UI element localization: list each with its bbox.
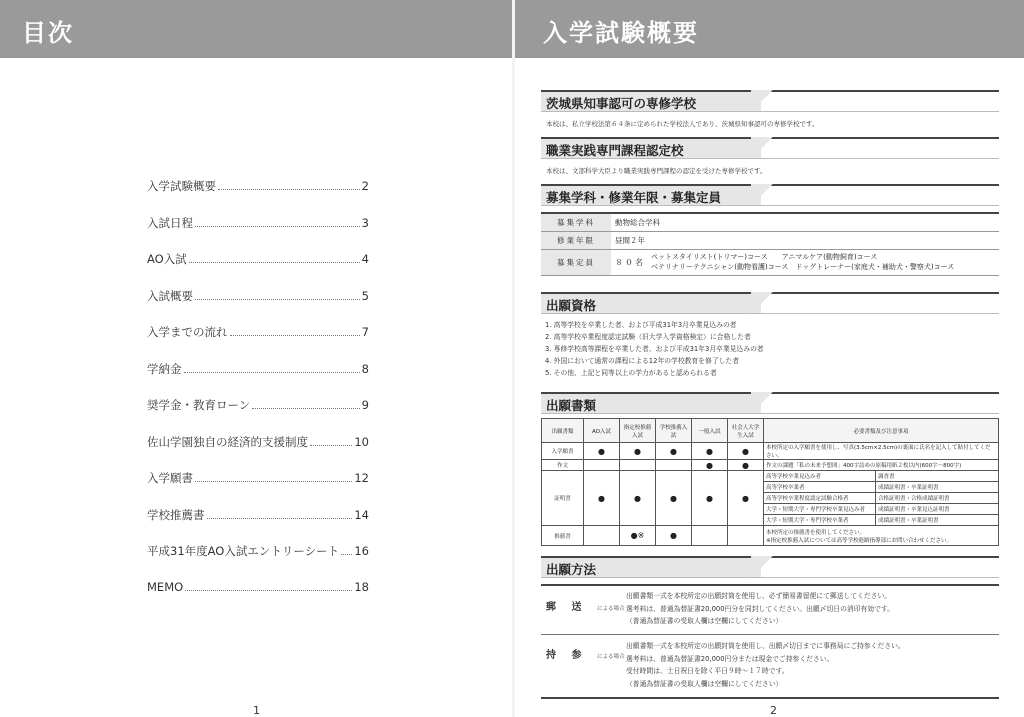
table-row: [542, 443, 999, 460]
accreditation-text: 本校は、私立学校法第６４条に定められた学校法人であり、茨城県知事認可の専修学校です。: [546, 120, 819, 128]
col-header: 出願書類: [542, 419, 584, 443]
toc-page-number: 9: [361, 398, 369, 412]
table-row: [541, 231, 999, 249]
cert-applicant: 高等学校卒業程度認定試験合格者: [764, 493, 876, 504]
page-number-right: 2: [770, 704, 777, 717]
divider: [541, 634, 999, 635]
toc-item[interactable]: [147, 324, 369, 361]
toc-item[interactable]: [147, 580, 369, 617]
col-header: 必要書類及び注意事項: [764, 419, 999, 443]
row-key: 募集定員: [541, 249, 611, 275]
dot-mark: ●: [656, 471, 692, 526]
page-gutter: [512, 0, 515, 717]
dot-mark: ●: [692, 471, 728, 526]
list-item: 3. 専修学校高等課程を卒業した者、および平成31年3月卒業見込みの者: [545, 345, 764, 353]
dot-mark: ●: [692, 460, 728, 471]
toc-label: 学校推薦書: [147, 507, 205, 522]
toc-page-number: 18: [354, 579, 369, 594]
documents-table: [541, 418, 999, 546]
dot-mark: ●: [620, 471, 656, 526]
dot-mark: ●※: [620, 526, 656, 546]
qualifications-list: [545, 319, 764, 379]
toc-page-number: 8: [361, 361, 369, 376]
row-label: 作文: [542, 460, 584, 471]
toc-page-number: 5: [361, 288, 369, 303]
toc-page-number: 14: [354, 507, 369, 522]
page-number-left: 1: [253, 704, 260, 717]
table-row: [541, 213, 999, 231]
cert-applicant: 高等学校卒業見込み者: [764, 471, 876, 482]
recruitment-table: [541, 212, 999, 276]
dot-mark: ●: [584, 471, 620, 526]
section-title-application-method: 出願方法: [541, 556, 999, 578]
divider: [541, 584, 999, 586]
row-key: 募集学科: [541, 213, 611, 231]
cert-document: 成績証明書・卒業証明書: [876, 515, 999, 526]
list-item: 2. 高等学校卒業程度認定試験（旧大学入学資格検定）に合格した者: [545, 333, 751, 341]
toc-item[interactable]: [147, 361, 369, 398]
toc-item[interactable]: [147, 434, 369, 471]
row-label: 推薦書: [542, 526, 584, 546]
toc-leader-dots: [195, 299, 360, 300]
bring-line: 選考料は、普通為替証書20,000円分または現金でご持参ください。: [626, 654, 834, 663]
toc-label: 入学願書: [147, 471, 193, 485]
mail-line: 選考料は、普通為替証書20,000円分を同封してください。出願〆切日の消印有効です。: [626, 604, 894, 613]
toc-page-number: 10: [354, 434, 369, 449]
row-value: 昼間２年: [611, 231, 999, 249]
bring-line: 受付時間は、土日祝日を除く平日９時〜１７時です。: [626, 667, 789, 675]
col-header: 一般入試: [692, 419, 728, 443]
table-row: [542, 526, 999, 546]
dot-mark: ●: [656, 526, 692, 546]
bring-line: 出願書類一式を本校所定の出願封筒を使用し、出願〆切日までに事務局にご持参ください。: [626, 642, 905, 650]
note-recommendation: 本校所定の推薦書を使用してください。 ※指定校推薦入試については高等学校進路指導部にお問い合わせください。: [764, 526, 999, 546]
toc-leader-dots: [207, 518, 353, 519]
toc-label: 入試概要: [147, 288, 193, 303]
toc-label: AO入試: [147, 252, 187, 266]
courses-line-1: ペットスタイリスト(トリマー)コース アニマルケア(動物飼育)コース: [651, 253, 878, 261]
row-label: 証明書: [542, 471, 584, 526]
cert-applicant: 大学・短期大学・専門学校卒業者: [764, 515, 876, 526]
section-title-certified: 職業実践専門課程認定校: [541, 137, 999, 159]
cert-document: 成績証明書・卒業見込証明書: [876, 504, 999, 515]
toc-leader-dots: [189, 262, 360, 263]
capacity-value: ８０名: [615, 257, 645, 267]
toc-item[interactable]: [147, 215, 369, 252]
mail-line: （普通為替証書の受取人欄は空欄にしてください）: [626, 617, 783, 625]
cert-document: 成績証明書・卒業証明書: [876, 482, 999, 493]
note-application: 本校所定の入学願書を使用し、写真(3.5cm×2.5cm)の裏面に氏名を記入して貼付してください。: [764, 443, 999, 460]
toc-page-number: 16: [354, 544, 369, 558]
toc-item[interactable]: [147, 543, 369, 580]
col-header: AO入試: [584, 419, 620, 443]
toc-item[interactable]: [147, 397, 369, 434]
col-header: 学校推薦入試: [656, 419, 692, 443]
table-row: [542, 460, 999, 471]
list-item: 5. その他、上記と同等以上の学力があると認められる者: [545, 369, 717, 377]
dot-mark: ●: [728, 443, 764, 460]
dot-mark: ●: [692, 443, 728, 460]
left-page-title: 目次: [22, 19, 74, 47]
toc-page-number: 12: [354, 471, 369, 485]
list-item: 4. 外国において通常の課程による12年の学校教育を修了した者: [545, 357, 740, 365]
toc-leader-dots: [341, 554, 352, 555]
bring-line: （普通為替証書の受取人欄は空欄にしてください）: [626, 679, 783, 688]
toc-label: 入試日程: [147, 215, 193, 230]
dot-mark: ●: [620, 443, 656, 460]
section-title-documents: 出願書類: [541, 392, 999, 414]
cert-document: 調査書: [876, 471, 999, 482]
mail-label: 郵 送 による場合: [546, 602, 625, 613]
toc-item[interactable]: [147, 470, 369, 507]
toc-leader-dots: [195, 226, 360, 227]
toc-label: 佐山学園独自の経済的支援制度: [147, 434, 308, 449]
right-page-title: 入学試験概要: [543, 19, 699, 47]
dot-mark: ●: [728, 471, 764, 526]
row-value: 動物総合学科: [611, 213, 999, 231]
toc-leader-dots: [218, 189, 360, 190]
toc-label: 入学試験概要: [147, 179, 216, 193]
toc-page-number: 2: [361, 179, 369, 193]
list-item: 1. 高等学校を卒業した者、および平成31年3月卒業見込みの者: [545, 321, 737, 329]
cert-document: 合格証明書・合格成績証明書: [876, 493, 999, 504]
toc-item[interactable]: [147, 507, 369, 544]
toc-page-number: 7: [361, 325, 369, 339]
table-of-contents: [147, 178, 369, 616]
toc-label: 平成31年度AO入試エントリーシート: [147, 544, 340, 558]
cert-applicant: 高等学校卒業者: [764, 482, 876, 493]
dot-mark: ●: [728, 460, 764, 471]
left-page-header: [0, 0, 512, 58]
toc-item[interactable]: [147, 178, 369, 215]
dot-mark: ●: [656, 443, 692, 460]
toc-page-number: 3: [361, 215, 369, 230]
toc-page-number: 4: [361, 252, 369, 266]
toc-leader-dots: [310, 445, 352, 446]
section-title-recruitment: 募集学科・修業年限・募集定員: [541, 184, 999, 206]
toc-leader-dots: [230, 335, 360, 336]
note-essay: 作文の課題「私の未来予想図」400字詰めの原稿用紙２枚以内(600字〜800字): [764, 460, 999, 471]
col-header: 指定校推薦入試: [620, 419, 656, 443]
table-row: [541, 249, 999, 275]
bring-label: 持 参 による場合: [546, 650, 625, 661]
col-header: 社会人大学生入試: [728, 419, 764, 443]
toc-item[interactable]: [147, 251, 369, 288]
table-row: [542, 471, 999, 482]
section-title-accreditation: 茨城県知事認可の専修学校: [541, 90, 999, 112]
row-value: [611, 249, 999, 275]
toc-leader-dots: [195, 481, 352, 482]
divider: [541, 697, 999, 699]
courses-line-2: ベテリナリーテクニシャン(動物看護)コース ドッグトレーナー(家庭犬・補助犬・警察犬)コース: [651, 263, 955, 271]
toc-leader-dots: [184, 372, 360, 373]
table-header-row: [542, 419, 999, 443]
row-key: 修業年限: [541, 231, 611, 249]
section-title-qualifications: 出願資格: [541, 292, 999, 314]
row-label: 入学願書: [542, 443, 584, 460]
toc-label: 入学までの流れ: [147, 325, 228, 339]
right-page-header: [515, 0, 1024, 58]
dot-mark: ●: [584, 443, 620, 460]
toc-leader-dots: [185, 590, 352, 591]
toc-label: 奨学金・教育ローン: [147, 398, 251, 412]
mail-line: 出願書類一式を本校所定の出願封筒を使用し、必ず簡易書留便にて郵送してください。: [626, 592, 892, 600]
toc-item[interactable]: [147, 288, 369, 325]
toc-leader-dots: [252, 408, 359, 409]
certified-text: 本校は、文部科学大臣より職業実践専門課程の認定を受けた専修学校です。: [546, 167, 767, 175]
toc-label: MEMO: [147, 579, 184, 594]
toc-label: 学納金: [147, 361, 182, 376]
cert-applicant: 大学・短期大学・専門学校卒業見込み者: [764, 504, 876, 515]
